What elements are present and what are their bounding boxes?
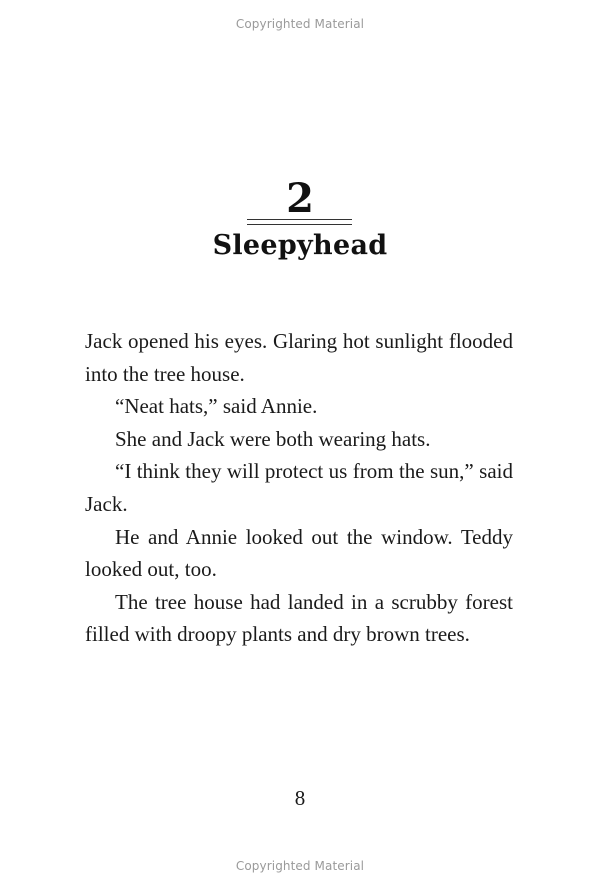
- paragraph: Jack opened his eyes. Glaring hot sunlight flooded into the tree house.: [85, 329, 513, 386]
- watermark-bottom: Copyrighted Material: [235, 859, 365, 873]
- paragraph: “Neat hats,” said Annie.: [115, 394, 318, 419]
- title-rule-top: [247, 219, 352, 220]
- paragraph: The tree house had landed in a scrubby forest filled with droopy plants and dry brown trees.: [85, 589, 513, 647]
- chapter-body: [85, 325, 513, 651]
- title-rule-bottom: [247, 224, 352, 225]
- chapter-number: 2: [286, 175, 314, 222]
- paragraph: He and Annie looked out the window. Teddy looked out, too.: [85, 524, 513, 582]
- paragraph: She and Jack were both wearing hats.: [115, 426, 431, 451]
- chapter-title: Sleepyhead: [212, 230, 388, 261]
- page-number: 8: [294, 786, 306, 810]
- paragraph: “I think they will protect us from the sun,” said Jack.: [85, 459, 513, 516]
- watermark-top: Copyrighted Material: [235, 17, 365, 31]
